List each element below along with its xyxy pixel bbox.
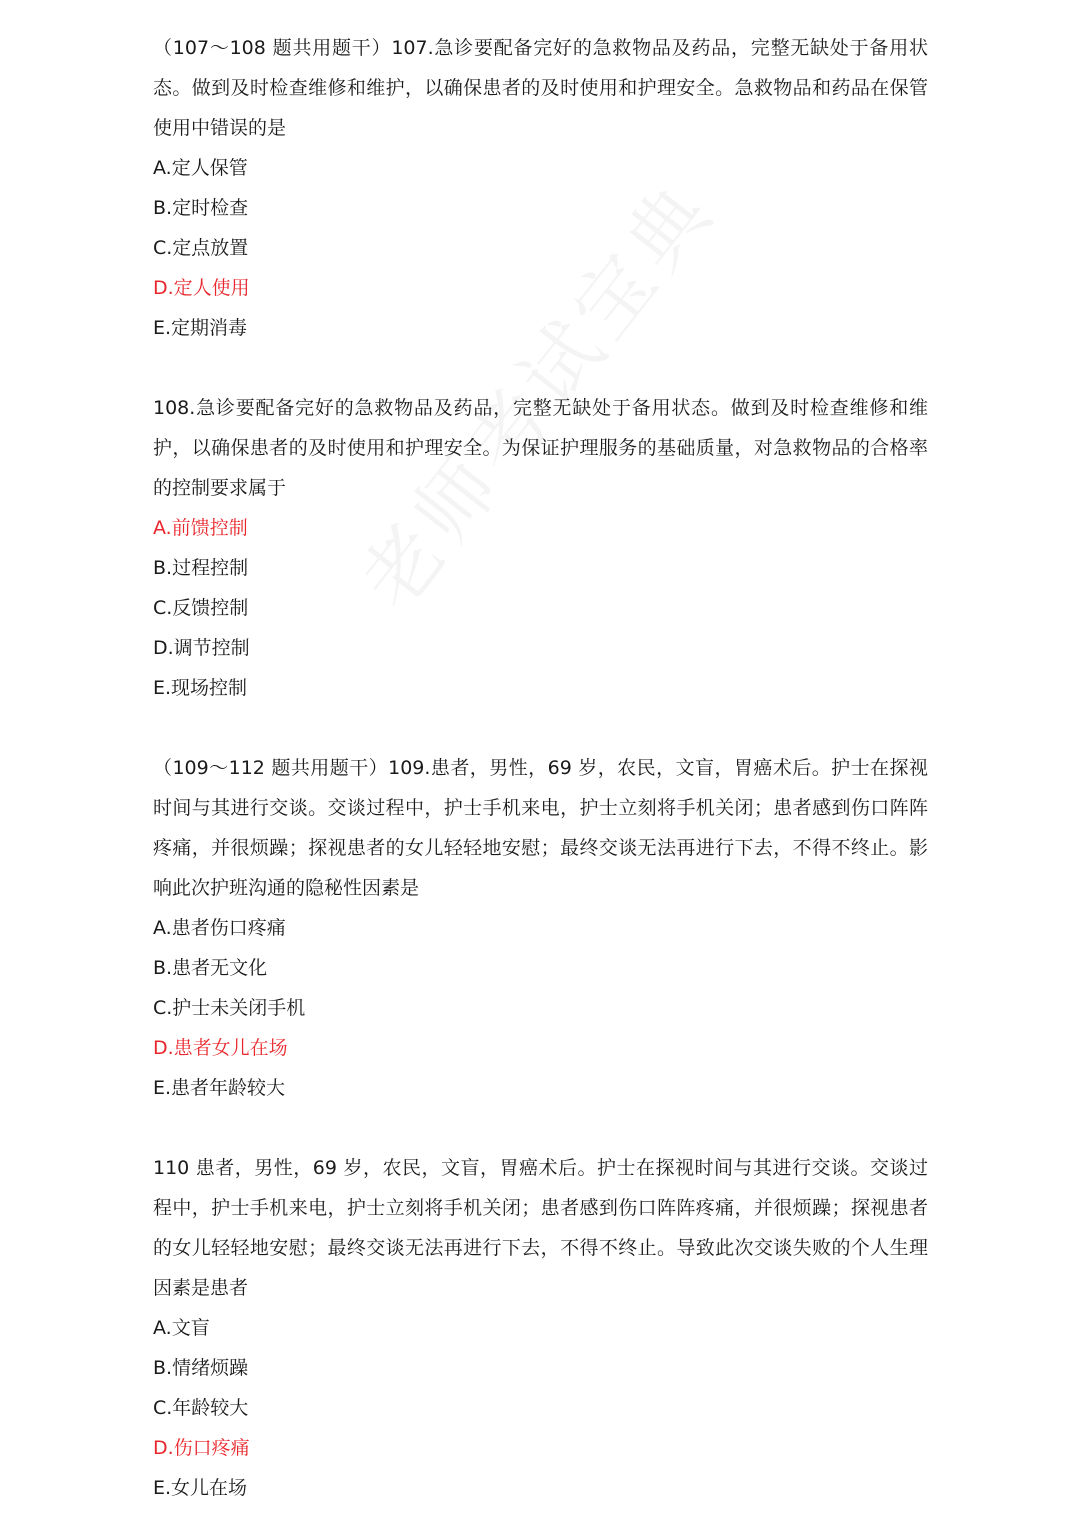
option-c: C.反馈控制 bbox=[153, 597, 249, 619]
option-e: E.定期消毒 bbox=[153, 317, 248, 339]
question-109 bbox=[153, 748, 928, 1108]
question-stem: 110 患者，男性，69 岁，农民，文盲，胃癌术后。护士在探视时间与其进行交谈。交谈过程中，护士手机来电，护士立刻将手机关闭；患者感到伤口阵阵疼痛，并很烦躁；探视患者的女儿轻轻地安慰；最终交谈无法再进行下去，不得不终止。导致此次交谈失败的个人生理因素是患者 bbox=[153, 1157, 928, 1299]
option-a: A.文盲 bbox=[153, 1317, 210, 1339]
option-b: B.过程控制 bbox=[153, 557, 249, 579]
option-c: C.护士未关闭手机 bbox=[153, 997, 306, 1019]
question-list bbox=[153, 28, 928, 1508]
option-d: D.调节控制 bbox=[153, 637, 250, 659]
question-stem: 108.急诊要配备完好的急救物品及药品，完整无缺处于备用状态。做到及时检查维修和维护，以确保患者的及时使用和护理安全。为保证护理服务的基础质量，对急救物品的合格率的控制要求属于 bbox=[153, 397, 928, 499]
spacer bbox=[153, 348, 928, 388]
question-stem: （107～108 题共用题干）107.急诊要配备完好的急救物品及药品，完整无缺处于备用状态。做到及时检查维修和维护，以确保患者的及时使用和护理安全。急救物品和药品在保管使用中错误的是 bbox=[153, 37, 928, 139]
option-b: B.患者无文化 bbox=[153, 957, 268, 979]
option-d-correct: D.患者女儿在场 bbox=[153, 1037, 288, 1059]
option-a: A.患者伤口疼痛 bbox=[153, 917, 286, 939]
question-108 bbox=[153, 388, 928, 708]
option-d-correct: D.伤口疼痛 bbox=[153, 1437, 250, 1459]
question-107 bbox=[153, 28, 928, 348]
spacer bbox=[153, 708, 928, 748]
option-a-correct: A.前馈控制 bbox=[153, 517, 248, 539]
option-d-correct: D.定人使用 bbox=[153, 277, 250, 299]
option-e: E.患者年龄较大 bbox=[153, 1077, 286, 1099]
option-b: B.情绪烦躁 bbox=[153, 1357, 249, 1379]
option-c: C.年龄较大 bbox=[153, 1397, 249, 1419]
option-a: A.定人保管 bbox=[153, 157, 248, 179]
spacer bbox=[153, 1108, 928, 1148]
option-c: C.定点放置 bbox=[153, 237, 249, 259]
option-e: E.女儿在场 bbox=[153, 1477, 248, 1499]
option-b: B.定时检查 bbox=[153, 197, 249, 219]
option-e: E.现场控制 bbox=[153, 677, 248, 699]
question-stem: （109～112 题共用题干）109.患者，男性，69 岁，农民，文盲，胃癌术后。护士在探视时间与其进行交谈。交谈过程中，护士手机来电，护士立刻将手机关闭；患者感到伤口阵阵疼痛，并很烦躁；探视患者的女儿轻轻地安慰；最终交谈无法再进行下去，不得不终止。影响此次护班沟通的隐秘性因素是 bbox=[153, 757, 928, 899]
question-110 bbox=[153, 1148, 928, 1508]
